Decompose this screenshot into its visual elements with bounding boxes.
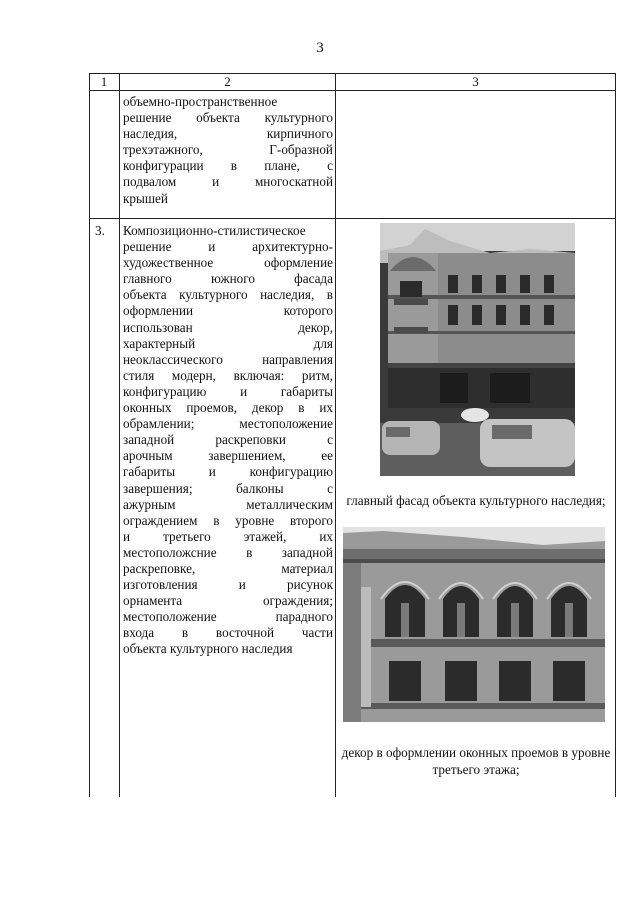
text-line: входа в восточной части bbox=[123, 625, 333, 641]
text-line: изготовления и рисунок bbox=[123, 577, 333, 593]
text-line: использован декор, bbox=[123, 319, 333, 335]
header-col-1: 1 bbox=[100, 74, 108, 89]
text-line: крышей bbox=[123, 190, 168, 206]
row-separator bbox=[89, 218, 615, 219]
text-line: подвалом и многоскатной bbox=[123, 174, 333, 190]
text-line: западной раскреповки с bbox=[123, 432, 333, 448]
text-line: художественное оформление bbox=[123, 255, 333, 271]
window-decor-photo bbox=[343, 527, 605, 722]
header-col-2: 2 bbox=[224, 74, 231, 89]
row3-description bbox=[123, 223, 333, 658]
col-line-right bbox=[615, 73, 616, 797]
continued-description bbox=[123, 94, 333, 207]
text-line: объемно-пространственное bbox=[123, 94, 278, 109]
text-line: раскреповке, материал bbox=[123, 560, 333, 576]
window-decor-caption: декор в оформлении оконных проемов в уровне третьего этажа; bbox=[341, 745, 611, 777]
text-line: решение объекта культурного bbox=[123, 110, 333, 126]
text-line: стиля модерн, включая: ритм, bbox=[123, 367, 333, 383]
text-line: главного южного фасада bbox=[123, 271, 333, 287]
text-line: ограждением в уровне второго bbox=[123, 512, 333, 528]
text-line: решение и архитектурно- bbox=[123, 239, 333, 255]
text-line: наследия, кирпичного bbox=[123, 126, 333, 142]
text-line: ажурным металлическим bbox=[123, 496, 333, 512]
text-line: конфигурацию и габариты bbox=[123, 383, 333, 399]
text-line: объекта культурного наследия bbox=[123, 641, 293, 657]
text-line: местоположсние в западной bbox=[123, 544, 333, 560]
col-line-2 bbox=[335, 73, 336, 797]
text-line: орнамента ограждения; bbox=[123, 593, 333, 609]
text-line: оконных проемов, декор в их bbox=[123, 400, 333, 416]
text-line: местоположение парадного bbox=[123, 609, 333, 625]
text-line: оформлении которого bbox=[123, 303, 333, 319]
facade-photo-caption: главный фасад объекта культурного наследия; bbox=[346, 493, 606, 508]
text-line: завершения; балконы с bbox=[123, 480, 333, 496]
text-line: и третьего этажей, их bbox=[123, 528, 333, 544]
page-number: 3 bbox=[316, 40, 324, 56]
text-line: неоклассического направления bbox=[123, 351, 333, 367]
header-separator bbox=[89, 90, 615, 91]
col-line-1 bbox=[119, 73, 120, 797]
text-line: габариты и конфигурацию bbox=[123, 464, 333, 480]
text-line: трехэтажного, Г-образной bbox=[123, 142, 333, 158]
text-line: объекта культурного наследия, в bbox=[123, 287, 333, 303]
row-number: 3. bbox=[95, 223, 105, 238]
header-col-3: 3 bbox=[472, 74, 479, 89]
facade-photo bbox=[380, 223, 575, 476]
text-line: арочным завершением, ее bbox=[123, 448, 333, 464]
text-line: характерный для bbox=[123, 335, 333, 351]
text-line: Композиционно-стилистическое bbox=[123, 223, 306, 238]
col-line-left bbox=[89, 73, 90, 797]
text-line: конфигурации в плане, с bbox=[123, 158, 333, 174]
text-line: обрамлении; местоположение bbox=[123, 416, 333, 432]
